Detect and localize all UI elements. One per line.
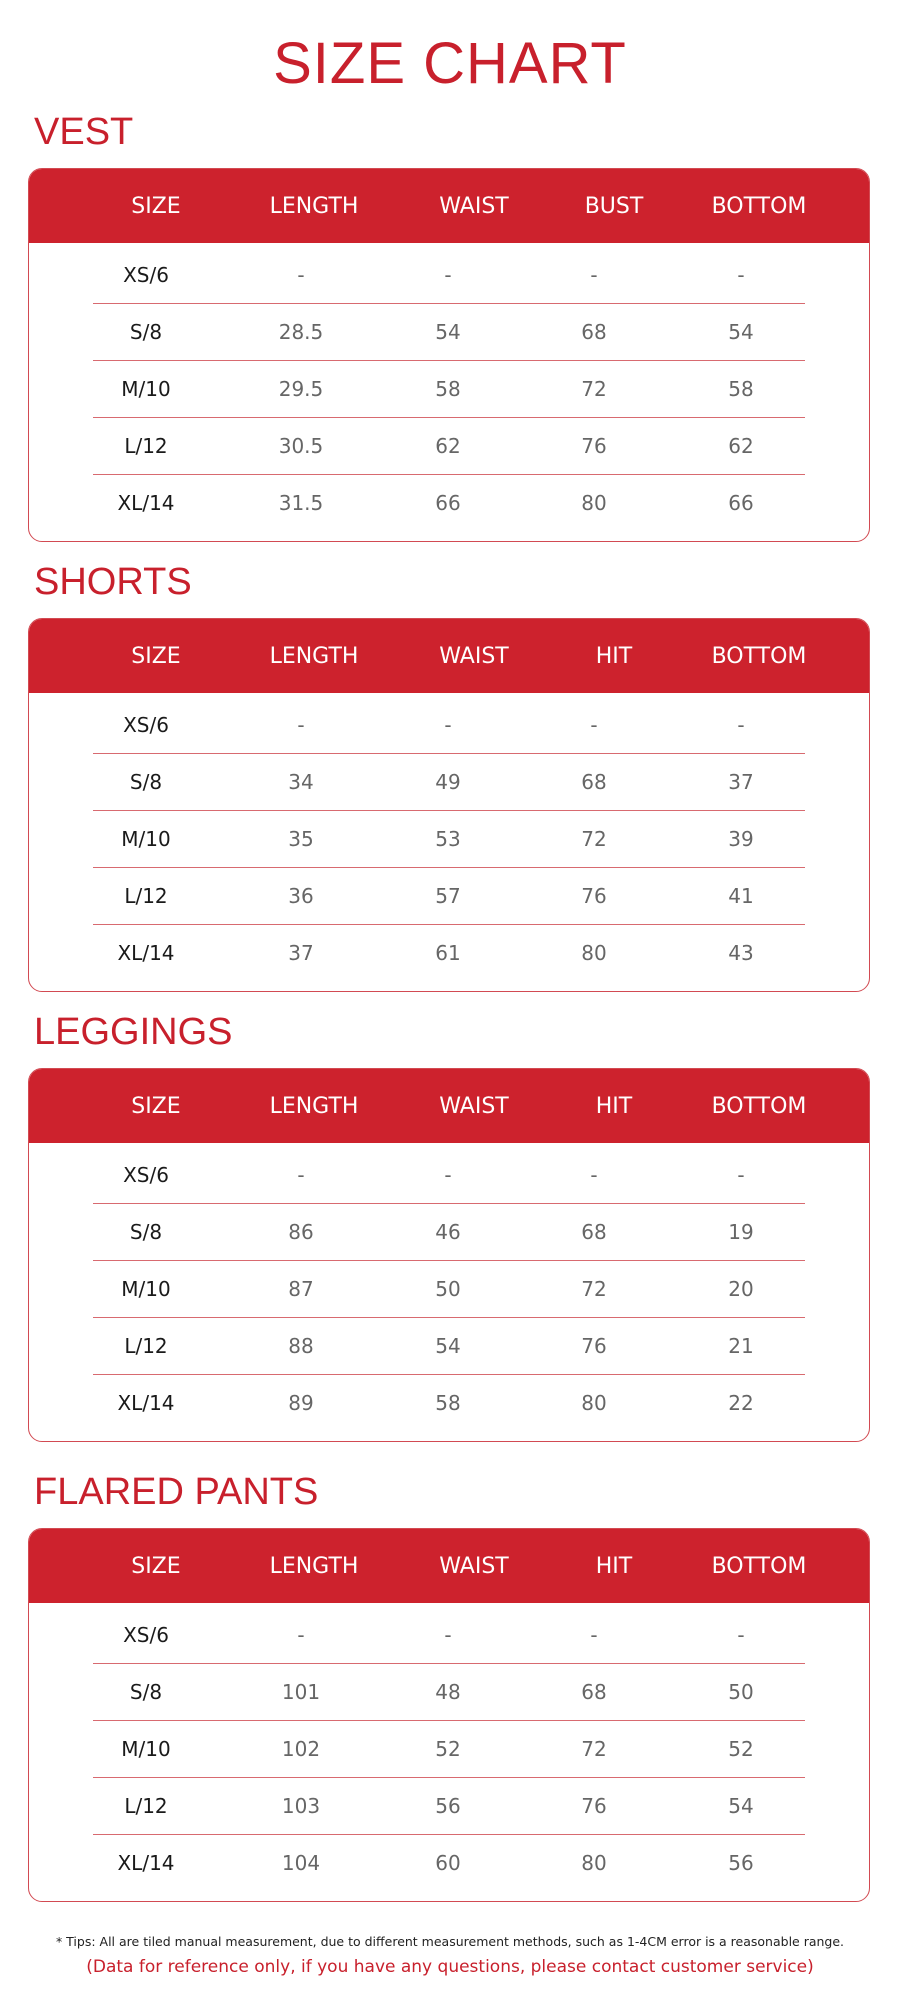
cell-size: XS/6: [123, 263, 169, 287]
cell-length: 29.5: [278, 377, 324, 401]
header-size: SIZE: [131, 1553, 181, 1579]
cell-waist: 48: [435, 1680, 461, 1704]
cell-bottom: 43: [728, 941, 754, 965]
cell-length: 30.5: [278, 434, 324, 458]
cell-waist: -: [444, 263, 452, 287]
page-title: SIZE CHART: [273, 31, 627, 96]
cell-size: XS/6: [123, 1623, 169, 1647]
header-length: LENGTH: [269, 1093, 359, 1119]
cell-waist: 46: [435, 1220, 461, 1244]
cell-size: XS/6: [123, 1163, 169, 1187]
table-row: [93, 247, 805, 304]
cell-length: 103: [281, 1794, 321, 1818]
header-waist: WAIST: [439, 1553, 509, 1579]
cell-waist: 66: [435, 491, 461, 515]
cell-length: -: [297, 263, 305, 287]
table-row: [93, 1147, 805, 1204]
cell-length: 89: [288, 1391, 314, 1415]
cell-length: -: [297, 713, 305, 737]
header-hit: HIT: [595, 1093, 633, 1119]
header-hit: HIT: [595, 643, 633, 669]
cell-bottom: 22: [728, 1391, 754, 1415]
cell-hit: 72: [581, 1737, 607, 1761]
cell-hit: 68: [581, 1680, 607, 1704]
cell-hit: 80: [581, 1851, 607, 1875]
header-bottom: BOTTOM: [711, 1553, 807, 1579]
header-waist: WAIST: [439, 193, 509, 219]
cell-length: 31.5: [278, 491, 324, 515]
table-row: [93, 1664, 805, 1721]
cell-hit: 80: [581, 941, 607, 965]
cell-bust: 68: [581, 320, 607, 344]
cell-bottom: 66: [728, 491, 754, 515]
cell-hit: 76: [581, 1334, 607, 1358]
cell-length: 101: [281, 1680, 321, 1704]
table-row: [93, 1261, 805, 1318]
table-row: [93, 1375, 805, 1431]
cell-hit: 68: [581, 1220, 607, 1244]
cell-length: -: [297, 1623, 305, 1647]
header-bust: BUST: [584, 193, 644, 219]
cell-length: 88: [288, 1334, 314, 1358]
cell-waist: 60: [435, 1851, 461, 1875]
cell-waist: 57: [435, 884, 461, 908]
header-bottom: BOTTOM: [711, 643, 807, 669]
cell-bottom: -: [737, 1623, 745, 1647]
cell-waist: 61: [435, 941, 461, 965]
section-leggings: [28, 1008, 870, 1442]
cell-size: S/8: [129, 1680, 163, 1704]
cell-length: 37: [288, 941, 314, 965]
table-row: [93, 361, 805, 418]
header-length: LENGTH: [269, 1553, 359, 1579]
header-hit: HIT: [595, 1553, 633, 1579]
cell-bottom: -: [737, 263, 745, 287]
cell-size: M/10: [121, 1737, 171, 1761]
section-title: VEST: [34, 111, 134, 153]
cell-waist: 58: [435, 377, 461, 401]
table-row: [93, 1778, 805, 1835]
cell-bottom: 56: [728, 1851, 754, 1875]
cell-size: M/10: [121, 377, 171, 401]
cell-waist: 52: [435, 1737, 461, 1761]
cell-hit: 76: [581, 1794, 607, 1818]
table-header: [29, 169, 869, 243]
header-size: SIZE: [131, 193, 181, 219]
cell-bust: 80: [581, 491, 607, 515]
header-bottom: BOTTOM: [711, 193, 807, 219]
table-row: [93, 1318, 805, 1375]
section-flared-pants: [28, 1468, 870, 1902]
cell-size: L/12: [124, 1334, 168, 1358]
table-row: [93, 811, 805, 868]
cell-waist: 50: [435, 1277, 461, 1301]
table-row: [93, 1607, 805, 1664]
cell-size: XL/14: [117, 491, 175, 515]
table-header: [29, 619, 869, 693]
cell-waist: 62: [435, 434, 461, 458]
header-size: SIZE: [131, 1093, 181, 1119]
cell-length: 104: [281, 1851, 321, 1875]
cell-size: M/10: [121, 1277, 171, 1301]
cell-bust: -: [590, 263, 598, 287]
cell-hit: 68: [581, 770, 607, 794]
cell-size: L/12: [124, 1794, 168, 1818]
cell-bottom: 19: [728, 1220, 754, 1244]
table-row: [93, 418, 805, 475]
reference-note: (Data for reference only, if you have any questions, please contact customer service): [86, 1957, 814, 1977]
cell-hit: -: [590, 1163, 598, 1187]
cell-bottom: 41: [728, 884, 754, 908]
table-row: [93, 868, 805, 925]
cell-size: L/12: [124, 884, 168, 908]
cell-bottom: 52: [728, 1737, 754, 1761]
cell-hit: -: [590, 1623, 598, 1647]
size-table: [28, 1528, 870, 1902]
cell-bottom: -: [737, 713, 745, 737]
cell-waist: 54: [435, 320, 461, 344]
table-header: [29, 1069, 869, 1143]
cell-waist: -: [444, 713, 452, 737]
table-row: [93, 697, 805, 754]
cell-length: 36: [288, 884, 314, 908]
cell-size: S/8: [129, 770, 163, 794]
cell-length: 35: [288, 827, 314, 851]
size-table: [28, 168, 870, 542]
table-row: [93, 304, 805, 361]
section-title: SHORTS: [34, 561, 192, 603]
table-row: [93, 1721, 805, 1778]
cell-size: L/12: [124, 434, 168, 458]
header-waist: WAIST: [439, 643, 509, 669]
cell-hit: 80: [581, 1391, 607, 1415]
size-table: [28, 1068, 870, 1442]
cell-hit: 76: [581, 884, 607, 908]
cell-bottom: 62: [728, 434, 754, 458]
cell-bottom: 54: [728, 1794, 754, 1818]
cell-waist: 58: [435, 1391, 461, 1415]
cell-bottom: 50: [728, 1680, 754, 1704]
cell-bottom: 39: [728, 827, 754, 851]
table-row: [93, 754, 805, 811]
cell-length: -: [297, 1163, 305, 1187]
section-title: LEGGINGS: [34, 1011, 233, 1053]
size-table: [28, 618, 870, 992]
table-row: [93, 1204, 805, 1261]
cell-bottom: -: [737, 1163, 745, 1187]
cell-bust: 72: [581, 377, 607, 401]
cell-length: 28.5: [278, 320, 324, 344]
cell-waist: -: [444, 1623, 452, 1647]
section-vest: [28, 108, 870, 542]
cell-size: XL/14: [117, 1851, 175, 1875]
cell-bottom: 20: [728, 1277, 754, 1301]
header-size: SIZE: [131, 643, 181, 669]
cell-bottom: 21: [728, 1334, 754, 1358]
measurement-tip: * Tips: All are tiled manual measurement, due to different measurement methods, such as 1-4CM error is a reasonable range.: [55, 1934, 845, 1949]
cell-length: 86: [288, 1220, 314, 1244]
cell-length: 102: [281, 1737, 321, 1761]
cell-length: 34: [288, 770, 314, 794]
cell-size: XL/14: [117, 941, 175, 965]
cell-waist: 56: [435, 1794, 461, 1818]
cell-size: S/8: [129, 320, 163, 344]
cell-size: S/8: [129, 1220, 163, 1244]
cell-bottom: 54: [728, 320, 754, 344]
cell-size: XL/14: [117, 1391, 175, 1415]
cell-bust: 76: [581, 434, 607, 458]
cell-hit: -: [590, 713, 598, 737]
cell-size: M/10: [121, 827, 171, 851]
section-title: FLARED PANTS: [34, 1471, 319, 1513]
cell-bottom: 37: [728, 770, 754, 794]
header-length: LENGTH: [269, 193, 359, 219]
cell-hit: 72: [581, 1277, 607, 1301]
section-shorts: [28, 558, 870, 992]
cell-size: XS/6: [123, 713, 169, 737]
table-row: [93, 475, 805, 531]
header-length: LENGTH: [269, 643, 359, 669]
header-waist: WAIST: [439, 1093, 509, 1119]
table-row: [93, 1835, 805, 1891]
cell-hit: 72: [581, 827, 607, 851]
cell-waist: 54: [435, 1334, 461, 1358]
cell-bottom: 58: [728, 377, 754, 401]
cell-waist: -: [444, 1163, 452, 1187]
cell-waist: 53: [435, 827, 461, 851]
table-header: [29, 1529, 869, 1603]
table-row: [93, 925, 805, 981]
cell-length: 87: [288, 1277, 314, 1301]
cell-waist: 49: [435, 770, 461, 794]
header-bottom: BOTTOM: [711, 1093, 807, 1119]
